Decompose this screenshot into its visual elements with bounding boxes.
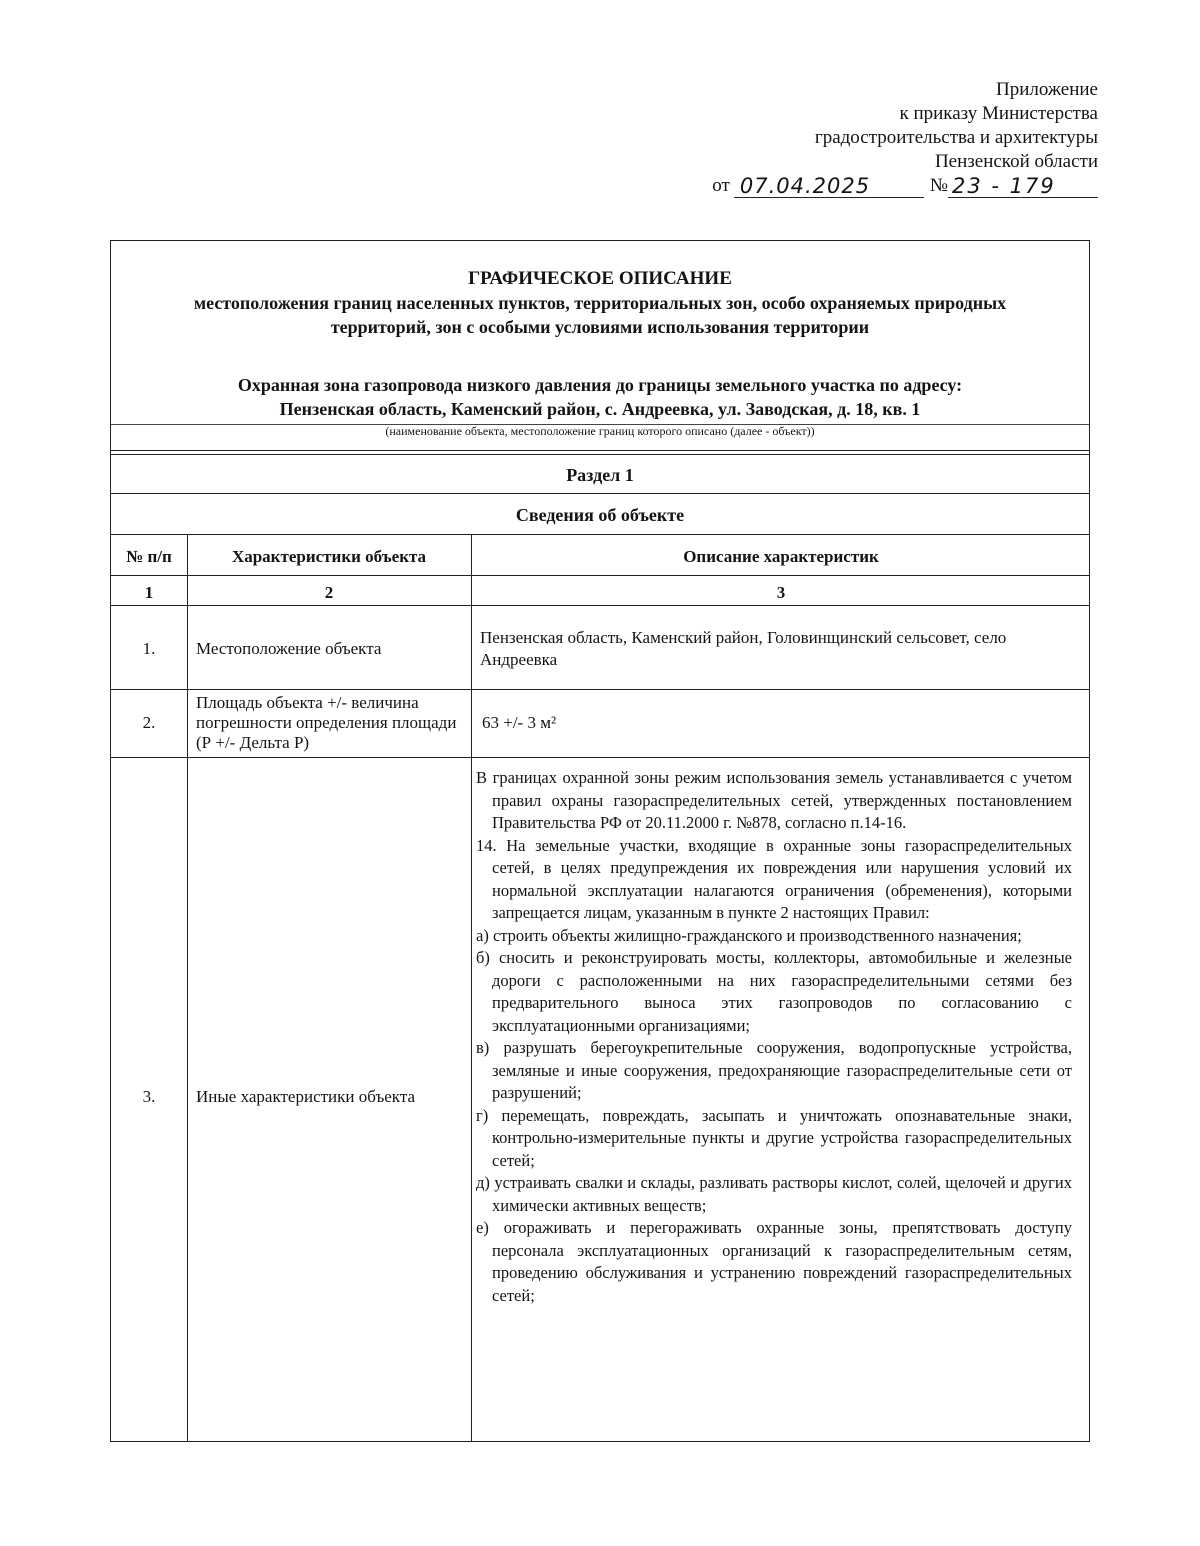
row-3-paragraph: в) разрушать берегоукрепительные сооружения, водопропускные устройства, земляные и иные сооружения, предохраняющие газораспределительные сети от разрушений; [476,1038,1072,1102]
column-divider [471,534,472,1442]
section-subtitle: Сведения об объекте [515,505,685,525]
header-number: № п/п [126,547,172,566]
description-form [110,240,1090,1442]
column-divider [187,534,188,1442]
row-1-value: Пензенская область, Каменский район, Головинщинский сельсовет, село Андреевка [480,628,1007,669]
divider [111,605,1089,606]
object-name-line-2: Пензенская область, Каменский район, с. Андреевка, ул. Заводская, д. 18, кв. 1 [279,399,921,419]
approval-line-3: градостроительства и архитектуры [814,127,1098,148]
document-title: ГРАФИЧЕСКОЕ ОПИСАНИЕ [468,268,732,289]
divider [111,450,1089,451]
row-3-paragraph: а) строить объекты жилищно-гражданского и производственного назначения; [476,925,1022,945]
section-title: Раздел 1 [566,465,634,485]
row-3-paragraph: б) сносить и реконструировать мосты, коллекторы, автомобильные и железные дороги с расположенными на них газораспределительными сетями без предварительного выноса этих газопроводов по согласованию с эксплуатационными организациями; [476,948,1072,1035]
row-3-paragraph: 14. На земельные участки, входящие в охранные зоны газораспределительных сетей, в целях предупреждения их повреждения или нарушения условий их нормальной эксплуатации налагаются ограничения (обременения), которыми запрещается лицам, указанным в пункте 2 настоящих Правил: [476,835,1072,922]
approval-line-1: Приложение [996,79,1098,100]
row-3-name: Иные характеристики объекта [196,1087,416,1106]
row-2-number: 2. [142,713,156,732]
handwritten-number: 23 - 179 [948,175,1098,198]
row-2-value: 63 +/- 3 м² [482,713,557,732]
divider [111,757,1089,758]
divider [111,534,1089,535]
approval-line-4: Пензенской области [934,151,1098,172]
divider [111,454,1089,455]
divider [111,493,1089,494]
column-index-1: 1 [144,583,154,602]
number-label: № [929,175,948,196]
row-1-number: 1. [142,639,156,658]
column-index-3: 3 [776,583,786,602]
row-2-name: Площадь объекта +/- величина погрешности определения площади (Р +/- Дельта Р) [196,693,457,752]
row-1-name: Местоположение объекта [196,639,382,658]
header-characteristic: Характеристики объекта [231,547,427,566]
object-name-caption: (наименование объекта, местоположение границ которого описано (далее - объект)) [385,424,815,438]
divider [111,575,1089,576]
row-3-number: 3. [142,1087,156,1106]
row-3-paragraph: г) перемещать, повреждать, засыпать и уничтожать опознавательные знаки, контрольно-измерительные пункты и другие устройства газораспределительных сетей; [476,1105,1072,1170]
row-3-paragraph: е) огораживать и перегораживать охранные зоны, препятствовать доступу персонала эксплуатационных организаций к газораспределительным сетям, проведению обслуживания и устранению повреждений газораспределительных сетей; [476,1218,1072,1305]
row-3-paragraph: д) устраивать свалки и склады, разливать растворы кислот, солей, щелочей и других химически активных веществ; [476,1173,1072,1215]
row-3-paragraph: В границах охранной зоны режим использования земель устанавливается с учетом правил охраны газораспределительных сетей, утвержденных постановлением Правительства РФ от 20.11.2000 г. №878, согласно п.14-16. [476,768,1072,832]
approval-block [668,78,1098,198]
document-subtitle: местоположения границ населенных пунктов, территориальных зон, особо охраняемых природных территорий, зон с особыми условиями использования территории [193,293,1007,337]
divider [111,689,1089,690]
order-date-number-row [668,174,1098,198]
handwritten-date: 07.04.2025 [734,175,924,198]
from-label: от [712,175,730,196]
header-description: Описание характеристик [683,547,879,566]
object-name [131,373,1069,421]
approval-line-2: к приказу Министерства [899,103,1098,124]
object-name-line-1: Охранная зона газопровода низкого давления до границы земельного участка по адресу: [237,375,963,395]
row-3-description [476,767,1072,1307]
column-index-2: 2 [324,583,334,602]
